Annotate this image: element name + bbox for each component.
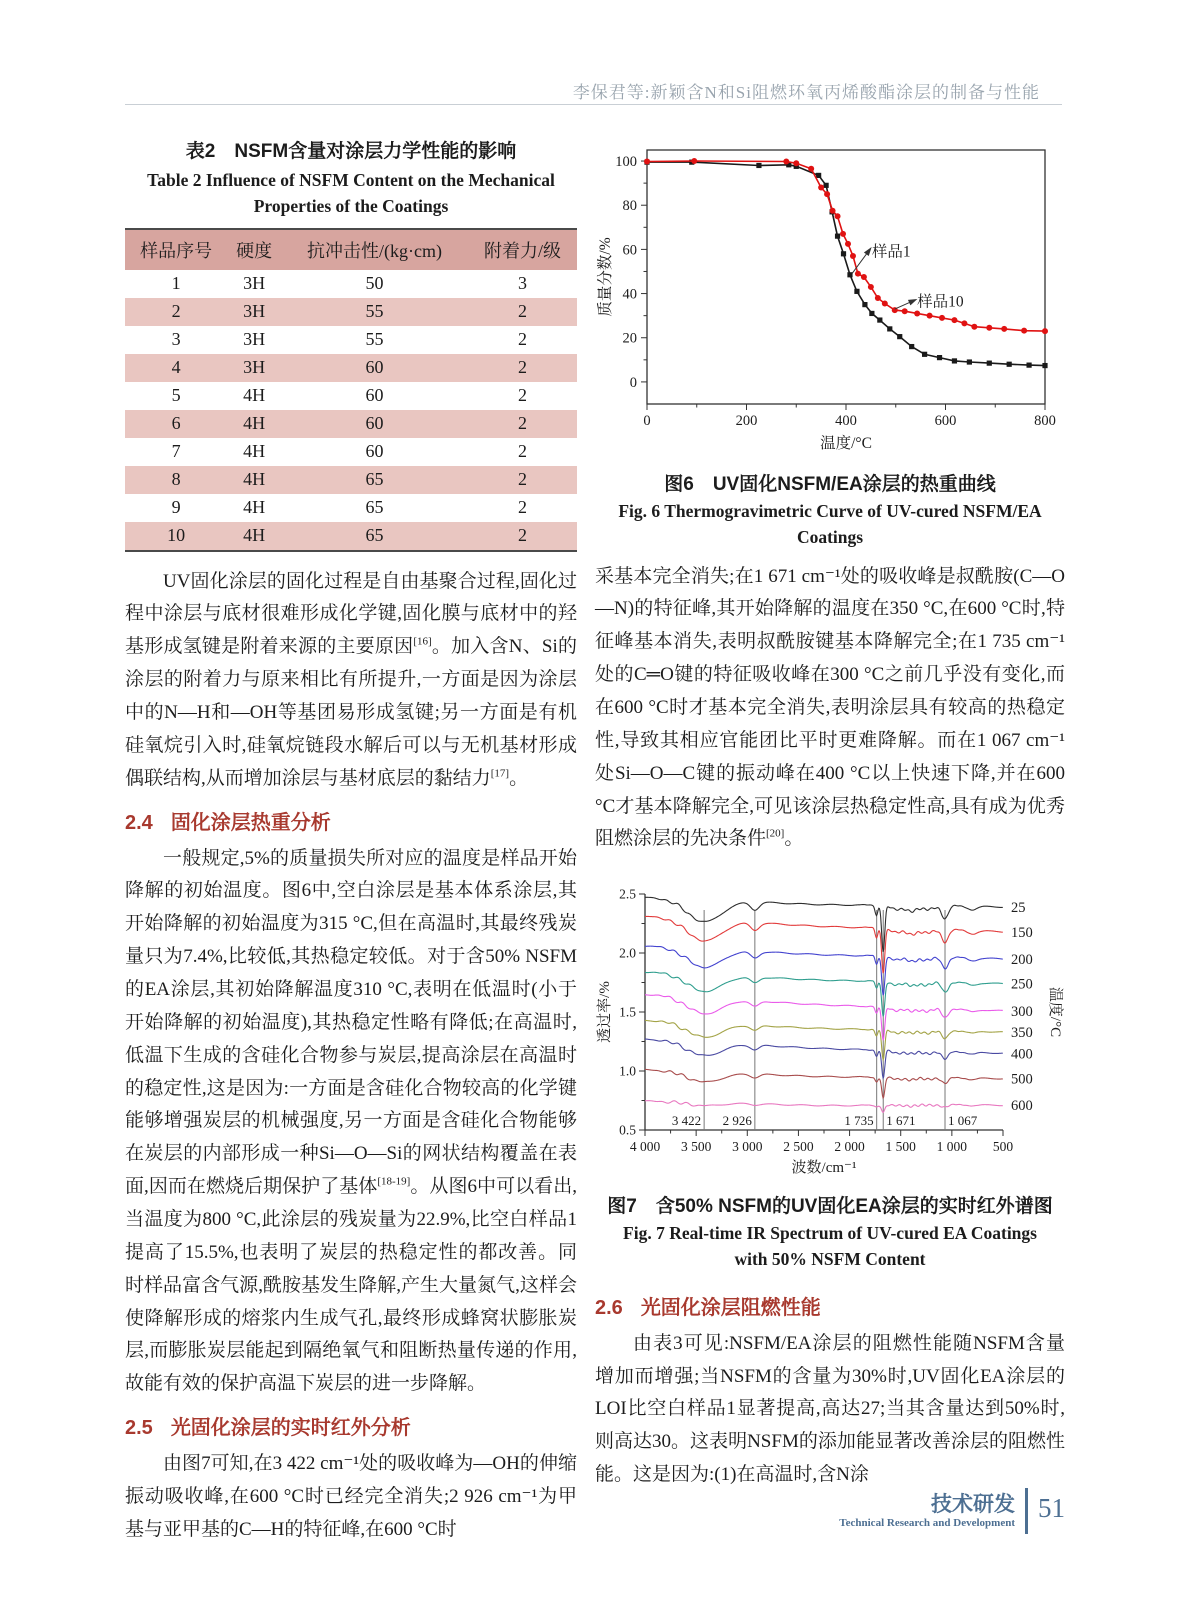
paragraph-p5: 由表3可见:NSFM/EA涂层的阻燃性能随NSFM含量增加而增强;当NSFM的含量为30%时,UV固化EA涂层的LOI比空白样品1显著提高,高达27;当其含量达到50%时,则高达30。这表明NSFM的添加能显著改善涂层的阻燃性能。这是因为:(1)在高温时,含N涂 (595, 1332, 1065, 1486)
section-title: 固化涂层热重分析 (170, 811, 331, 834)
table-row (125, 382, 577, 410)
table2-body (125, 270, 577, 551)
fig6-series-样品1 (647, 162, 1045, 366)
fig7-ir-spectrum-chart (595, 882, 1065, 1182)
table2 (125, 228, 577, 552)
svg-text:0: 0 (629, 374, 637, 391)
table-row (125, 326, 577, 354)
svg-text:1 000: 1 000 (936, 1139, 968, 1155)
svg-text:60: 60 (622, 242, 637, 259)
fig7-series-300 (645, 995, 1003, 1040)
table-row (125, 298, 577, 326)
table-cell: 3H (243, 273, 266, 293)
svg-text:0: 0 (643, 413, 651, 429)
table-header-row (125, 229, 577, 270)
table-row (125, 270, 577, 298)
fig7-series-150 (645, 917, 1003, 974)
table-cell: 60 (365, 357, 384, 377)
table-cell: 3H (243, 329, 266, 349)
svg-text:400: 400 (835, 413, 857, 429)
table-cell: 3 (517, 273, 527, 293)
table-cell: 55 (365, 301, 384, 321)
fig7-caption-zh: 图7 含50% NSFM的UV固化EA涂层的实时红外谱图 (607, 1196, 1053, 1218)
svg-text:25: 25 (1011, 900, 1026, 917)
svg-text:0.5: 0.5 (619, 1122, 636, 1138)
table-cell: 4H (243, 497, 266, 517)
section-number: 2.5 (125, 1417, 153, 1440)
figure7 (595, 882, 1065, 1273)
table-cell: 4H (243, 413, 266, 433)
svg-text:800: 800 (1034, 413, 1056, 429)
table-cell: 60 (365, 413, 384, 433)
table-cell: 4H (243, 385, 266, 405)
table-cell: 2 (517, 301, 527, 321)
table-cell: 2 (517, 441, 527, 461)
svg-text:3 422: 3 422 (671, 1113, 702, 1129)
svg-text:1 500: 1 500 (885, 1139, 916, 1155)
table-row (125, 494, 577, 522)
svg-text:350: 350 (1011, 1025, 1033, 1042)
fig7-series-25 (645, 898, 1003, 953)
table-cell: 65 (365, 469, 384, 489)
table-cell: 10 (167, 525, 186, 545)
section-number: 2.4 (125, 811, 153, 834)
table-row (125, 438, 577, 466)
paragraph-p1: UV固化涂层的固化过程是自由基聚合过程,固化过程中涂层与底材很难形成化学键,固化膜与底材中的羟基形成氢键是附着来源的主要原因[16]。加入含N、Si的涂层的附着力与原来相比有所提升,一方面是因为涂层中的N—H和—OH等基团易形成氢键;另一方面是有机硅氧烷引入时,硅氧烷链段水解后可以与无机基材形成偶联结构,从而增加涂层与基材底层的黏结力[17]。 (125, 570, 577, 789)
table-cell: 60 (365, 441, 384, 461)
svg-text:透过率/%: 透过率/% (597, 981, 613, 1044)
table-cell: 4H (243, 525, 266, 545)
col-header-adhesion: 附着力/级 (468, 229, 577, 270)
col-header-impact: 抗冲击性/(kg·cm) (281, 229, 468, 270)
svg-text:1.5: 1.5 (619, 1004, 636, 1020)
table-cell: 2 (517, 525, 527, 545)
table-cell: 2 (517, 469, 527, 489)
svg-text:150: 150 (1011, 924, 1033, 941)
svg-text:2 500: 2 500 (783, 1139, 814, 1155)
table-cell: 60 (365, 385, 384, 405)
svg-text:3 500: 3 500 (680, 1139, 712, 1155)
table-cell: 9 (171, 497, 181, 517)
svg-text:100: 100 (615, 154, 637, 171)
table-cell: 55 (365, 329, 384, 349)
running-head: 李保君等:新颖含N和Si阻燃环氧丙烯酸酯涂层的制备与性能 (572, 83, 1040, 102)
section-heading-2-4 (125, 806, 577, 835)
fig7-series-500 (645, 1070, 1003, 1099)
footer-divider (1025, 1488, 1028, 1534)
svg-text:样品10: 样品10 (917, 293, 964, 311)
footer-labels (839, 1493, 1015, 1529)
col-header-sample: 样品序号 (125, 229, 227, 270)
table-cell: 4H (243, 441, 266, 461)
svg-text:2 926: 2 926 (722, 1113, 752, 1129)
svg-text:80: 80 (622, 198, 637, 215)
svg-text:1 067: 1 067 (948, 1113, 978, 1129)
svg-text:250: 250 (1011, 976, 1033, 993)
table2-head (125, 229, 577, 270)
paragraph-p2: 一般规定,5%的质量损失所对应的温度是样品开始降解的初始温度。图6中,空白涂层是基本体系涂层,其开始降解的初始温度为315 °C,但在高温时,其最终残炭量只为7.4%,比较低,其热稳定较低。对于含50% NSFM的EA涂层,其初始降解温度310 °C,表明在低温时(小于开始降解的初始温度),其热稳定性略有降低;在高温时,低温下生成的含硅化合物参与炭层,提高涂层在高温时的稳定性,这是因为:一方面是含硅化合物较高的化学键能够增强炭层的机械强度,另一方面是含硅化合物能够在炭层的内部形成一种Si—O—Si的网状结构覆盖在表面,因而在燃烧后期保护了基体[18-19]。从图6中可以看出,当温度为800 °C,此涂层的残炭量为22.9%,比空白样品1提高了15.5%,也表明了炭层的热稳定性的都改善。同时样品富含气源,酰胺基发生降解,产生大量氮气,这样会使降解形成的熔浆内生成气孔,最终形成蜂窝状膨胀炭层,而膨胀炭层能起到隔绝氧气和阻断热量传递的作用,故能有效的保护高温下炭层的进一步降解。 (125, 847, 577, 1395)
svg-text:质量分数/%: 质量分数/% (597, 237, 614, 317)
table-cell: 2 (517, 385, 527, 405)
header-rule (125, 104, 1062, 105)
right-column (595, 128, 1065, 1547)
svg-text:200: 200 (735, 413, 758, 429)
table-cell: 50 (365, 273, 384, 293)
fig7-caption-en: Fig. 7 Real-time IR Spectrum of UV-cured EA Coatings with 50% NSFM Content (623, 1223, 1037, 1270)
table-cell: 3 (171, 329, 181, 349)
table-cell: 4H (243, 469, 266, 489)
section-heading-2-6 (595, 1291, 1065, 1320)
table-cell: 5 (171, 385, 181, 405)
fig6-caption-en: Fig. 6 Thermogravimetric Curve of UV-cured NSFM/EA Coatings (618, 501, 1042, 548)
svg-text:600: 600 (1011, 1098, 1033, 1115)
table-cell: 65 (365, 525, 384, 545)
table-cell: 8 (171, 469, 181, 489)
footer-label-zh: 技术研发 (931, 1492, 1015, 1516)
svg-text:2.5: 2.5 (619, 886, 636, 902)
section-title: 光固化涂层的实时红外分析 (170, 1417, 411, 1440)
svg-text:40: 40 (622, 286, 637, 303)
svg-text:样品1: 样品1 (871, 243, 911, 261)
table-cell: 2 (517, 413, 527, 433)
section-heading-2-5 (125, 1411, 577, 1440)
table-cell: 4 (171, 357, 181, 377)
svg-text:2.0: 2.0 (619, 945, 636, 961)
svg-text:20: 20 (622, 330, 637, 347)
fig6-caption-zh: 图6 UV固化NSFM/EA涂层的热重曲线 (664, 474, 996, 495)
paragraph-p4: 采基本完全消失;在1 671 cm⁻¹处的吸收峰是叔酰胺(C—O—N)的特征峰,其开始降解的温度在350 °C,在600 °C时,特征峰基本消失,表明叔酰胺键基本降解完全;在1 735 cm⁻¹处的C═O键的特征吸收峰在300 °C之前几乎没有变化,而在600 °C时才基本完全消失,表明涂层具有较高的热稳定性,导致其相应官能团比平时更难降解。而在1 067 cm⁻¹处Si—O—C键的振动峰在400 °C以上快速下降,并在600 °C才基本降解完全,可见该涂层热稳定性高,具有成为优秀阻燃涂层的先决条件[20]。 (595, 565, 1065, 850)
svg-text:500: 500 (992, 1139, 1014, 1155)
svg-text:400: 400 (1011, 1046, 1033, 1063)
table-cell: 6 (171, 413, 181, 433)
svg-text:2 000: 2 000 (834, 1139, 865, 1155)
section-number: 2.6 (595, 1296, 623, 1319)
table2-title-en: Table 2 Influence of NSFM Content on the Mechanical Properties of the Coatings (147, 170, 555, 217)
section-title: 光固化涂层阻燃性能 (640, 1296, 821, 1319)
fig7-series-400 (645, 1039, 1003, 1078)
table2-title-zh: 表2 NSFM含量对涂层力学性能的影响 (185, 141, 517, 162)
table-cell: 65 (365, 497, 384, 517)
table-row (125, 522, 577, 551)
paragraph-p3: 由图7可知,在3 422 cm⁻¹处的吸收峰为—OH的伸缩振动吸收峰,在600 °C时已经完全消失;2 926 cm⁻¹为甲基与亚甲基的C—H的特征峰,在600 °C时 (125, 1453, 577, 1540)
table-cell: 2 (517, 357, 527, 377)
fig6-plot-box (647, 150, 1045, 404)
table-cell: 3H (243, 357, 266, 377)
svg-text:200: 200 (1011, 952, 1033, 969)
page-number: 51 (1038, 1492, 1065, 1523)
footer-label-en: Technical Research and Development (839, 1517, 1015, 1530)
left-column (125, 128, 577, 1547)
svg-text:温度/°C: 温度/°C (820, 435, 872, 452)
figure6 (595, 132, 1065, 551)
table-cell: 2 (517, 497, 527, 517)
fig7-series-600 (645, 1101, 1003, 1113)
content-two-columns (125, 128, 1065, 1547)
page-footer (839, 1488, 1065, 1534)
svg-text:波数/cm⁻¹: 波数/cm⁻¹ (791, 1160, 857, 1177)
table-cell: 7 (171, 441, 181, 461)
svg-text:3 000: 3 000 (732, 1139, 763, 1155)
table-cell: 2 (517, 329, 527, 349)
svg-text:1 671: 1 671 (886, 1113, 916, 1129)
svg-text:300: 300 (1011, 1004, 1033, 1021)
col-header-hardness: 硬度 (227, 229, 281, 270)
fig7-series-250 (645, 972, 1003, 1016)
svg-text:1 735: 1 735 (844, 1113, 874, 1129)
fig6-tga-chart (595, 132, 1060, 460)
table-cell: 1 (171, 273, 181, 293)
svg-text:4 000: 4 000 (629, 1139, 661, 1155)
svg-text:温度/°C: 温度/°C (1047, 987, 1063, 1038)
svg-text:600: 600 (934, 413, 957, 429)
table-cell: 3H (243, 301, 266, 321)
table-row (125, 410, 577, 438)
svg-text:500: 500 (1011, 1071, 1033, 1088)
table-cell: 2 (171, 301, 181, 321)
svg-text:1.0: 1.0 (619, 1063, 636, 1079)
table-row (125, 354, 577, 382)
table-row (125, 466, 577, 494)
